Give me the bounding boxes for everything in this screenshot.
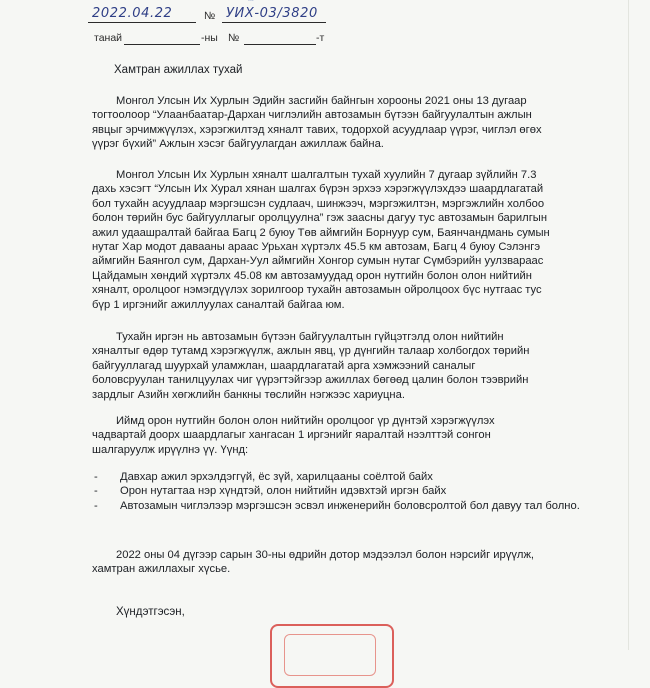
paragraph-line: чадвартай доорх шаардлагыг хангасан 1 иргэнийг яаралтай нээлттэй сонгон (92, 429, 491, 442)
reply-date-underline (124, 44, 200, 45)
requirement-item: - Орон нутагтаа нэр хүндтэй, олон нийтийн идэвхтэй иргэн байх (92, 484, 612, 498)
paragraph-line: Цайдамын хөндий хүртэлх 45.08 км автозамуудад орон нутгийн болон олон нийтийн (92, 269, 532, 282)
paragraph-line: боловсруулан танилцуулах чиг үүрэгтэйгээр ажиллах бөгөөд цалин болон тээврийн (92, 374, 529, 387)
reply-prefix: танай (94, 32, 123, 44)
scan-edge (628, 0, 629, 650)
paragraph-line: 2022 оны 04 дүгээр сарын 30-ны өдрийн дотор мэдээлэл болон нэрсийг ирүүлж, (116, 549, 535, 561)
reply-number-symbol: № (228, 32, 240, 44)
paragraph-line: ажил удаашралтай байгаа Багц 2 буюу Төв аймгийн Борнуур сум, Баянчандмань сумын (92, 226, 550, 239)
paragraph-line: Монгол Улсын Их Хурлын Эдийн засгийн байнгын хорооны 2021 оны 13 дугаар (116, 95, 527, 107)
paragraph-line: бүр 1 иргэнийг ажиллуулах саналтай байгаа юм. (92, 298, 345, 311)
closing-salutation: Хүндэтгэсэн, (116, 606, 185, 618)
paragraph-3 (92, 330, 612, 402)
paragraph-line: Монгол Улсын Их Хурлын хяналт шалгалтын тухай хуулийн 7 дугаар зүйлийн 7.3 (116, 169, 537, 181)
paragraph-line: хамтран ажиллахыг хүсье. (92, 563, 231, 576)
number-handwritten: УИХ-03/3820 (226, 6, 318, 21)
date-underline (88, 22, 196, 23)
requirements-list (92, 470, 612, 513)
paragraph-line: хяналт, оролцоог нэмэгдүүлэх зорилгоор тухайн автозамын ойролцоох бүс нутгаас тус (92, 284, 542, 297)
paragraph-line: нутаг Хар модот давааны арааc Урьхан хүртэлх 45.5 км автозам, Багц 4 буюу Сэлэнгэ (92, 241, 541, 254)
reply-number-underline (244, 44, 316, 45)
paragraph-line: зардлыг Азийн хөгжлийн банкны төслийн нэгжээс хариуцна. (92, 388, 405, 401)
paragraph-1 (92, 94, 612, 152)
reply-mid: -ны (201, 32, 218, 44)
paragraph-line: байгууллагад шуурхай уламжлан, шаардлагатай арга хэмжээний саналыг (92, 359, 476, 372)
reply-suffix: -т (316, 32, 325, 44)
number-symbol: № (204, 10, 216, 22)
paragraph-4 (92, 414, 612, 457)
paragraph-line: Иймд орон нутгийн болон олон нийтийн оролцоог үр дүнтэй хэрэгжүүлэх (116, 415, 495, 427)
paragraph-line: тогтоолоор “Улаанбаатар-Дархан чиглэлийн автозамын бүтээн байгуулалтын ажлын (92, 109, 532, 122)
date-handwritten: 2022.04.22 (92, 6, 173, 21)
paragraph-line: Тухайн иргэн нь автозамын бүтээн байгуулалтын гүйцэтгэлд олон нийтийн (116, 331, 504, 343)
paragraph-line: явцыг эрчимжүүлэх, хэрэгжилтэд хяналт тавих, тодорхой асуудлаар үүрэг, чиглэл өгөх (92, 123, 542, 136)
final-paragraph (92, 548, 612, 577)
letter-subject: Хамтран ажиллах тухай (114, 64, 243, 76)
paragraph-line: аймгийн Баянгол сум, Дархан-Уул аймгийн Хонгор сумын нутаг Сүмбэрийн уулзвараас (92, 255, 544, 268)
number-underline (222, 22, 326, 23)
paragraph-line: үүрэг бүхий” Ажлын хэсэг байгуулагдан ажиллаж байна. (92, 138, 384, 151)
paragraph-line: хяналтыг өдөр тутамд хэрэгжүүлж, ажлын явц, үр дүнгийн талаар холбогдох төрийн (92, 345, 530, 358)
requirement-item: - Автозамын чиглэлээр мэргэшсэн эсвэл инженерийн боловсролтой бол давуу тал болно. (92, 499, 612, 513)
paragraph-line: бол тухайн асуудлаар мэргэшсэн судлаач, шинжээч, мэргэжилтэн, мэргэжлийн холбоо (92, 197, 545, 210)
paragraph-line: болон төрийн бус байгууллагыг оролцуулна” гэж заасны дагуу тус автозамын барилгын (92, 212, 547, 225)
letterhead-url-fragment (248, 0, 254, 3)
paragraph-2 (92, 168, 612, 312)
requirement-item: - Давхар ажил эрхэлдэггүй, ёс зүй, харилцааны соёлтой байх (92, 470, 612, 484)
stamp-seal-inner (284, 634, 376, 676)
paragraph-line: дахь хэсэгт “Улсын Их Хурал хянан шалгах бүрэн эрхээ хэрэгжүүлэхдээ шаардлагатай (92, 183, 544, 196)
paragraph-line: шалгаруулж ирүүлнэ үү. Үүнд: (92, 443, 249, 456)
